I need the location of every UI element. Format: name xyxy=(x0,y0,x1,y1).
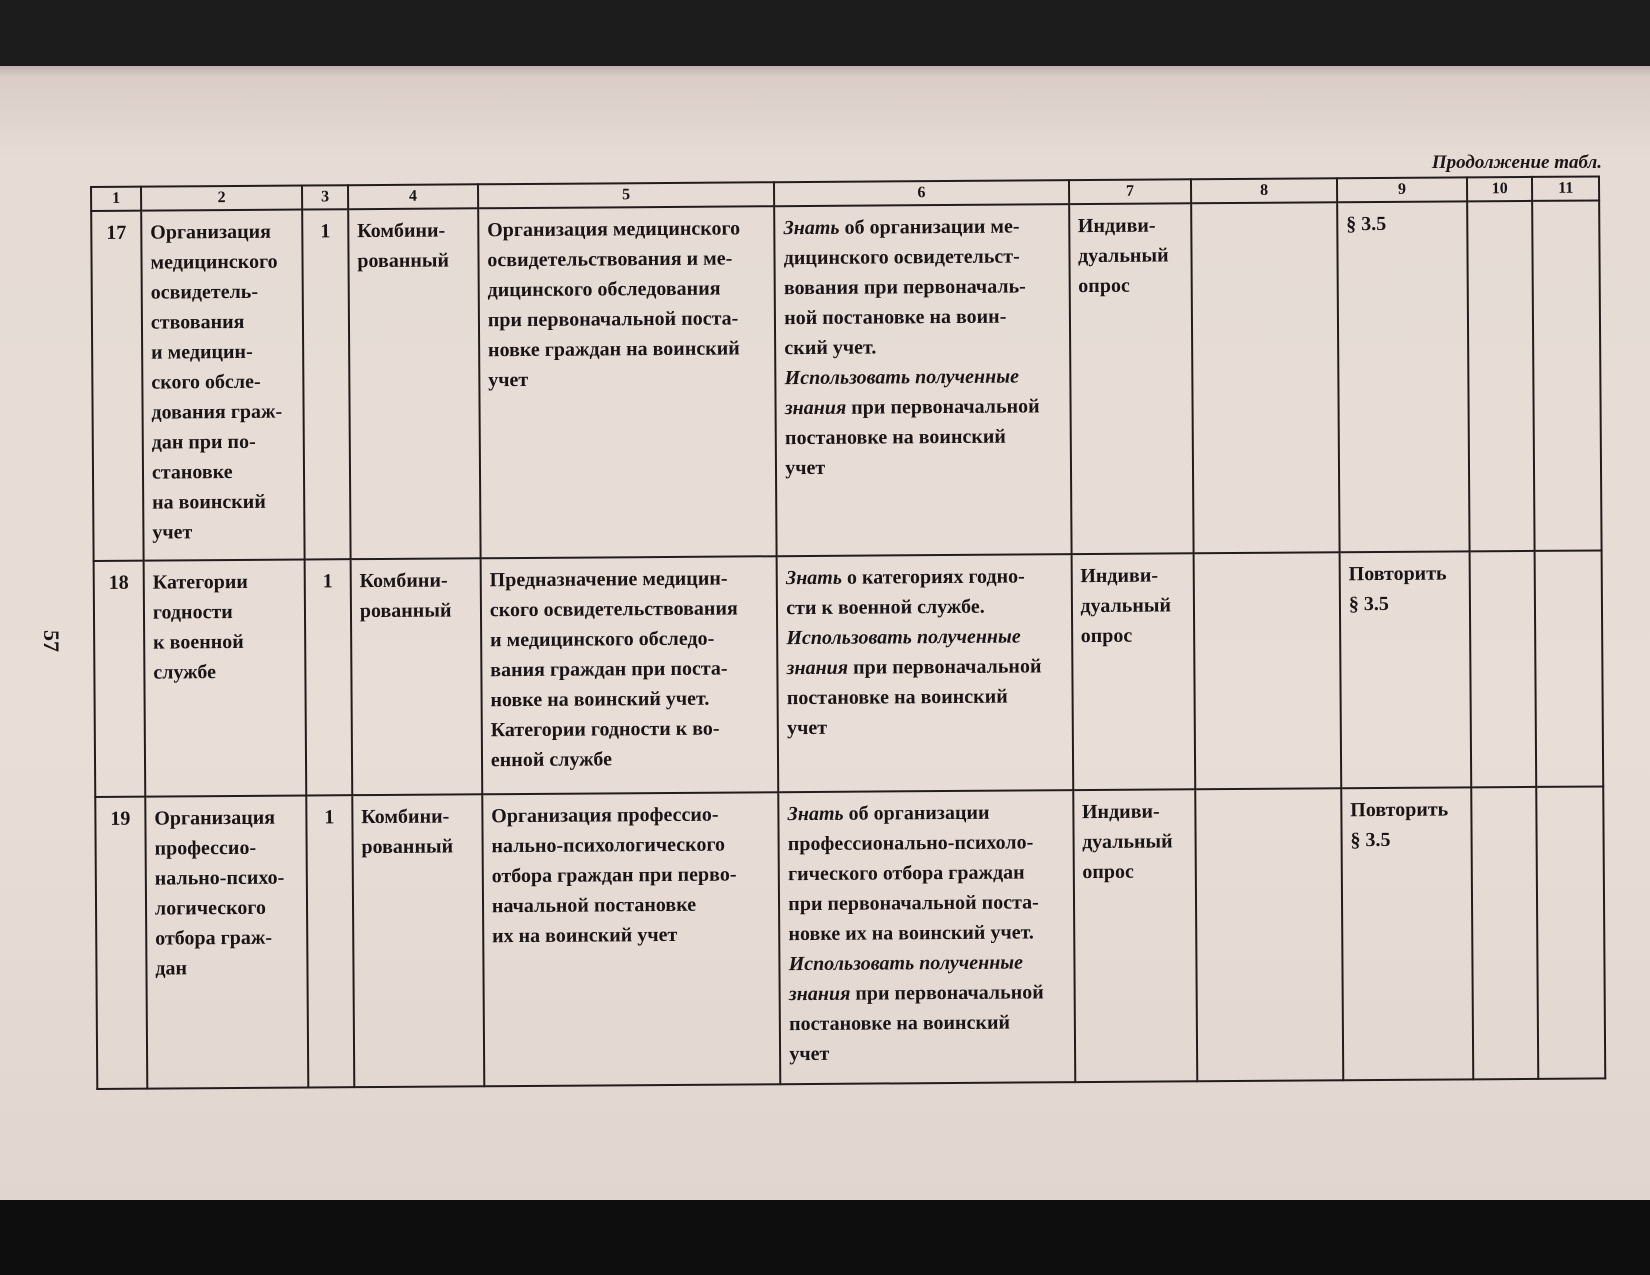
requirement-use-label: Использовать полученные знания xyxy=(784,365,1020,420)
scan-bottom-edge xyxy=(0,1200,1650,1275)
lesson-hours: 1 xyxy=(305,559,352,795)
lesson-type: Комбини- рованный xyxy=(348,208,480,559)
lesson-type: Комбини- рованный xyxy=(350,558,482,795)
column-11-cell xyxy=(1535,550,1603,786)
requirement-use-label: Использовать полученные знания xyxy=(786,625,1021,680)
column-header: 11 xyxy=(1532,176,1599,200)
lesson-topic: Категории годности к военной службе xyxy=(144,560,307,797)
lesson-plan-table-wrap xyxy=(90,179,1600,1090)
control-type: Индиви- дуальный опрос xyxy=(1073,789,1198,1082)
table-continuation-caption: Продолжение табл. xyxy=(1431,152,1602,173)
homework: Повторить § 3.5 xyxy=(1339,551,1471,788)
table-row xyxy=(95,786,1605,1089)
column-header: 3 xyxy=(302,185,348,209)
column-10-cell xyxy=(1467,201,1535,551)
column-header: 4 xyxy=(348,184,478,209)
column-8-cell xyxy=(1191,202,1339,553)
column-10-cell xyxy=(1471,787,1539,1079)
lesson-type: Комбини- рованный xyxy=(352,794,484,1087)
requirement-know-label: Знать xyxy=(785,566,843,590)
lesson-number: 18 xyxy=(94,561,146,797)
column-8-cell xyxy=(1194,552,1341,789)
column-header: 8 xyxy=(1191,178,1337,203)
column-header: 7 xyxy=(1069,179,1192,204)
column-8-cell xyxy=(1196,788,1344,1081)
lesson-content: Организация медицинского освидетельствования и ме- дицинского обследования при первоначальной поста- новке граждан на воинский учет xyxy=(478,206,777,558)
column-header: 5 xyxy=(478,182,775,208)
lesson-content: Предназначение медицин- ского освидетельствования и медицинского обследо- вания граждан при поста- новке на воинский учет. Категории годности к во- енной службе xyxy=(480,556,778,794)
column-header: 9 xyxy=(1337,177,1467,202)
requirement-use-text: при первоначальной постановке на воинский учет xyxy=(784,395,1040,480)
requirement-know-label: Знать xyxy=(787,802,844,826)
column-11-cell xyxy=(1533,200,1602,550)
requirement-use-label: Использовать полученные знания xyxy=(788,951,1024,1006)
column-header: 2 xyxy=(141,186,302,211)
lesson-number: 17 xyxy=(91,211,143,561)
requirement-know-text: об организации ме- дицинского освидетельст- вования при первоначаль- ной постановке на воин- ский учет. xyxy=(783,215,1026,360)
homework: Повторить § 3.5 xyxy=(1341,787,1473,1080)
requirement-use-text: при первоначальной постановке на воинский учет xyxy=(789,981,1044,1066)
lesson-number: 19 xyxy=(95,797,147,1089)
column-11-cell xyxy=(1537,786,1606,1078)
lesson-hours: 1 xyxy=(302,209,350,559)
control-type: Индиви- дуальный опрос xyxy=(1071,553,1195,790)
lesson-content: Организация профессио- нально-психологического отбора граждан при перво- начальной постановке их на воинский учет xyxy=(482,792,780,1086)
page-fold-edge xyxy=(0,66,1650,76)
column-header: 6 xyxy=(774,180,1068,206)
requirement-know-label: Знать xyxy=(783,216,840,240)
requirement-know-text: об организации профессионально-психоло- гического отбора граждан при первоначальной поста- новке их на воинский учет. xyxy=(787,801,1039,946)
homework: § 3.5 xyxy=(1337,201,1469,552)
column-header: 10 xyxy=(1467,177,1533,201)
scan-top-edge xyxy=(0,0,1650,70)
column-header: 1 xyxy=(91,187,141,211)
table-row xyxy=(94,550,1604,797)
lesson-hours: 1 xyxy=(306,795,354,1087)
lesson-requirements xyxy=(774,204,1071,556)
lesson-requirements xyxy=(777,554,1073,792)
control-type: Индиви- дуальный опрос xyxy=(1069,203,1194,554)
table-row xyxy=(91,200,1601,561)
lesson-topic: Организация профессио- нально-психо- логического отбора граж- дан xyxy=(145,796,308,1089)
page-number: 57 xyxy=(39,630,64,652)
requirement-use-text: при первоначальной постановке на воинский учет xyxy=(786,655,1042,740)
lesson-plan-table xyxy=(90,175,1606,1090)
lesson-requirements xyxy=(778,790,1074,1084)
requirement-know-text: о категориях годно- сти к военной службе. xyxy=(786,565,1025,620)
column-10-cell xyxy=(1469,551,1536,787)
lesson-topic: Организация медицинского освидетель- ствования и медицин- ского обсле- дования граж- дан при по- становке на воинский учет xyxy=(141,210,305,561)
